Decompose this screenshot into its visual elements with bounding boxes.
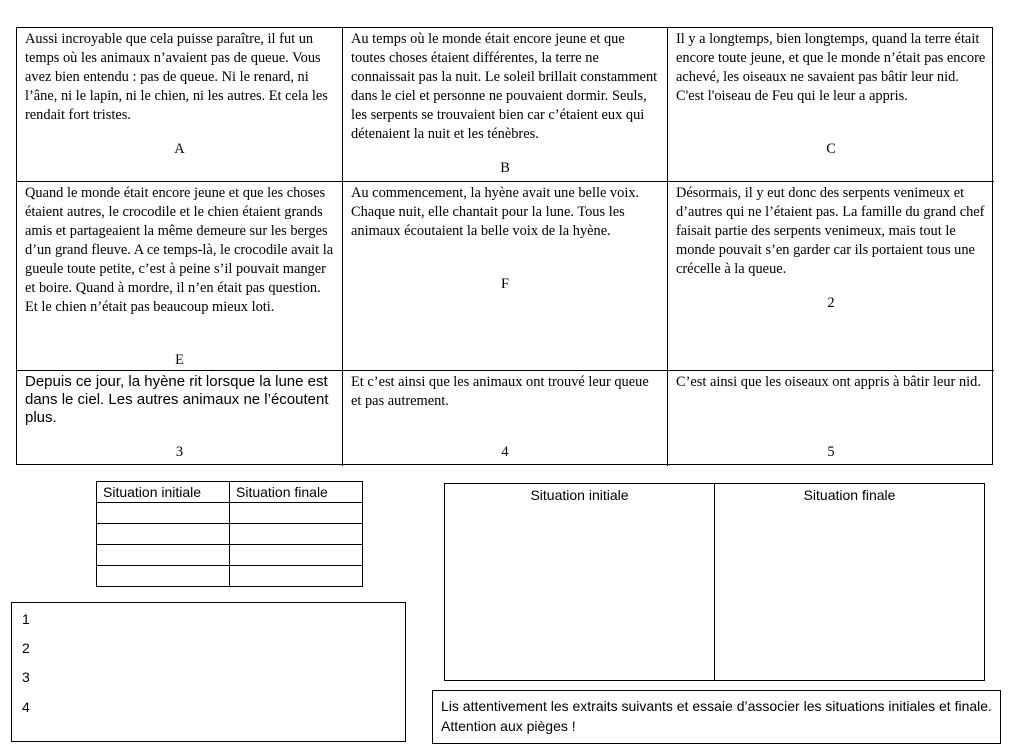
excerpt-c-text: Il y a longtemps, bien longtemps, quand la terre était encore toute jeune, et que le monde n’était pas encore achevé, les oiseaux ne savaient pas bâtir leur nid. C'est l'oiseau de Feu qui le leur a appris. — [676, 31, 986, 104]
header-initial: Situation initiale — [97, 482, 230, 503]
excerpt-2 — [668, 182, 994, 371]
excerpt-f — [343, 182, 668, 371]
list-item: 2 — [22, 640, 30, 656]
excerpt-4 — [343, 371, 668, 466]
numbered-list-box — [11, 602, 406, 742]
excerpt-4-text: Et c’est ainsi que les animaux ont trouvé leur queue et pas autrement. — [351, 374, 649, 409]
excerpt-f-text-1: Au commencement, la hyène avait une belle voix. — [351, 185, 640, 201]
excerpt-a — [17, 28, 343, 182]
excerpt-4-label: 4 — [501, 444, 509, 460]
excerpt-a-text: Aussi incroyable que cela puisse paraître, il fut un temps où les animaux n’avaient pas de queue. Vous avez bien entendu : pas de queue. Ni le renard, ni l’âne, ni le lapin, ni le chien, ni les autres. Et cela les rendait fort tristes. — [25, 31, 328, 123]
excerpt-c-label: C — [826, 141, 836, 157]
instruction-box — [432, 690, 1001, 744]
instruction-text: Lis attentivement les extraits suivants et essaie d’associer les situations initiales et finale. Attention aux pièges ! — [441, 698, 992, 734]
list-item: 3 — [22, 669, 30, 685]
excerpts-grid — [16, 27, 993, 465]
answer-cell[interactable] — [97, 566, 230, 587]
excerpt-3 — [17, 371, 343, 466]
list-item: 1 — [22, 611, 30, 627]
answer-cell[interactable] — [230, 503, 363, 524]
answer-cell[interactable] — [230, 566, 363, 587]
big-col-final[interactable] — [715, 484, 984, 680]
list-item: 4 — [22, 699, 30, 715]
excerpt-b — [343, 28, 668, 182]
excerpt-b-label: B — [500, 160, 510, 176]
big-header-initial: Situation initiale — [530, 487, 629, 503]
excerpt-f-text-2: Chaque nuit, elle chantait pour la lune. Tous les animaux écoutaient la belle voix de la hyène. — [351, 204, 625, 239]
table-row — [97, 524, 363, 545]
excerpt-a-label: A — [174, 141, 185, 157]
excerpt-e-text: Quand le monde était encore jeune et que les choses étaient autres, le crocodile et le chien étaient grands amis et partageaient la même demeure sur les berges d’un grand fleuve. A ce temps-là, le crocodile avait la gueule toute petite, c’est à peine s’il pouvait manger et boire. Quand à mordre, il n’en était pas question. Et le chien n’était pas beaucoup mieux loti. — [25, 185, 334, 315]
answer-cell[interactable] — [97, 545, 230, 566]
answer-cell[interactable] — [230, 524, 363, 545]
excerpt-e-label: E — [175, 352, 184, 368]
excerpt-5-label: 5 — [827, 444, 835, 460]
excerpt-3-text: Depuis ce jour, la hyène rit lorsque la lune est dans le ciel. Les autres animaux ne l’écoutent plus. — [25, 373, 329, 426]
excerpt-e — [17, 182, 343, 371]
table-row — [97, 566, 363, 587]
excerpt-5-text: C’est ainsi que les oiseaux ont appris à bâtir leur nid. — [676, 374, 981, 390]
answer-cell[interactable] — [97, 503, 230, 524]
table-header-row — [97, 482, 363, 503]
answer-cell[interactable] — [230, 545, 363, 566]
table-row — [97, 503, 363, 524]
table-row — [97, 545, 363, 566]
excerpt-2-label: 2 — [827, 295, 835, 311]
excerpt-b-text: Au temps où le monde était encore jeune et que toutes choses étaient différentes, la terre ne connaissait pas la nuit. Le soleil brillait constamment dans le ciel et personne ne pouvaient dormir. Seuls, les serpents se trouvaient bien car c’étaient eux qui détenaient la nuit et les ténèbres. — [351, 31, 658, 142]
small-answer-table — [96, 481, 363, 587]
excerpt-3-label: 3 — [175, 444, 184, 460]
excerpt-c — [668, 28, 994, 182]
big-header-final: Situation finale — [803, 487, 896, 503]
answer-cell[interactable] — [97, 524, 230, 545]
excerpt-2-text: Désormais, il y eut donc des serpents venimeux et d’autres qui ne l’étaient pas. La famille du grand chef faisait partie des serpents venimeux, mais tout le monde pouvait s’en garder car ils portaient tous une crécelle à la queue. — [676, 185, 985, 277]
big-answer-table — [444, 483, 985, 681]
excerpt-5 — [668, 371, 994, 466]
excerpt-f-label: F — [500, 276, 509, 292]
big-col-initial[interactable] — [445, 484, 715, 680]
header-final: Situation finale — [230, 482, 363, 503]
